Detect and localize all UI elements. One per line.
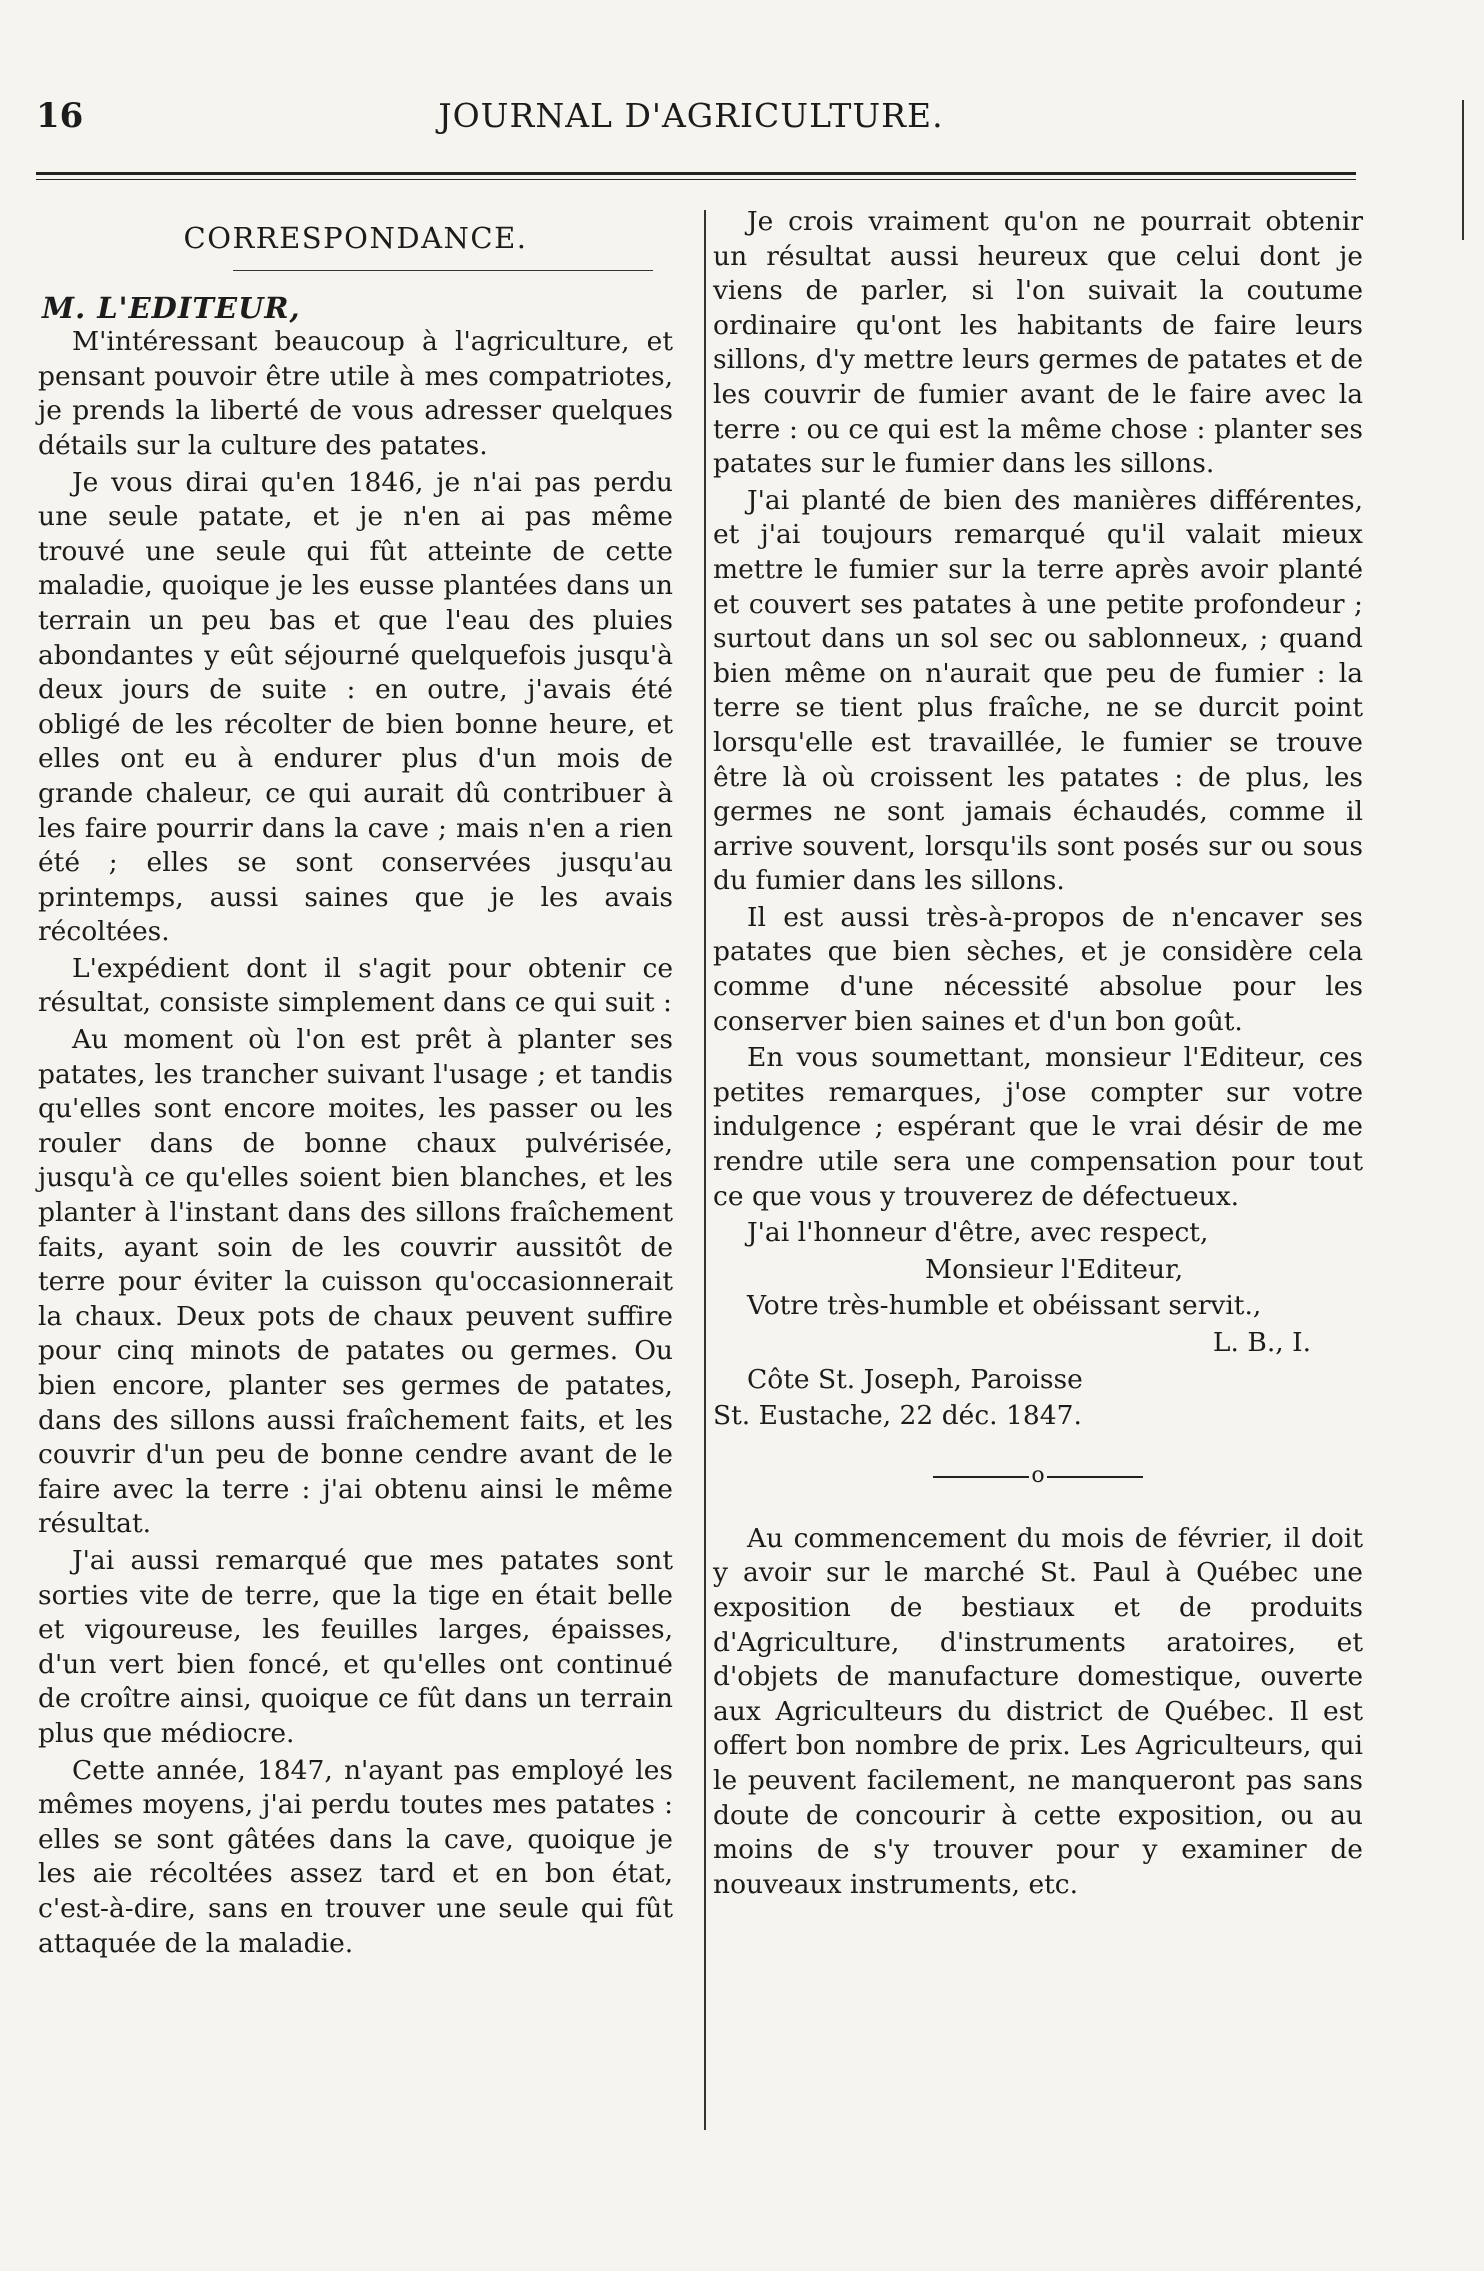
closing-line: Votre très-humble et obéissant servit.,: [747, 1290, 1262, 1322]
paragraph: Je vous dirai qu'en 1846, je n'ai pas perdu une seule patate, et je n'en ai pas même trouvé une seule qui fût atteinte de cette maladie, quoique je les eusse plantées dans un terrain un peu bas et que l'eau des pluies abondantes y eût séjourné quelquefois jusqu'à deux jours de suite : en outre, j'avais été obligé de les récolter de bien bonne heure, et elles ont eu à endurer plus d'un mois de grande chaleur, ce qui aurait dû contribuer à les faire pourrir dans la cave ; mais n'en a rien été ; elles se sont conservées jusqu'au printemps, aussi saines que je les avais récoltées.: [38, 466, 673, 948]
right-column: [713, 205, 1363, 1904]
salutation: M. L'EDITEUR,: [42, 290, 301, 325]
header-rule: [36, 172, 1356, 180]
notice-paragraph: Au commencement du mois de février, il doit y avoir sur le marché St. Paul à Québec une exposition de bestiaux et de produits d'Agriculture, d'instruments aratoires, et d'objets de manufacture domestique, ouverte aux Agriculteurs du district de Québec. Il est offert bon nombre de prix. Les Agriculteurs, qui le peuvent facilement, ne manqueront pas sans doute de concourir à cette exposition, ou au moins de s'y trouver pour y examiner de nouveaux instruments, etc.: [713, 1522, 1363, 1900]
section-ornament: [713, 1460, 1363, 1494]
place-line: Côte St. Joseph, Paroisse: [747, 1363, 1083, 1395]
paragraph: L'expédient dont il s'agit pour obtenir ce résultat, consiste simplement dans ce qui suit :: [38, 952, 673, 1019]
paragraph: M'intéressant beaucoup à l'agriculture, et pensant pouvoir être utile à mes compatriotes, je prends la liberté de vous adresser quelques détails sur la culture des patates.: [38, 326, 673, 461]
paragraph: J'ai aussi remarqué que mes patates sont sorties vite de terre, que la tige en était belle et vigoureuse, les feuilles larges, épaisses, d'un vert bien foncé, et qu'elles ont continué de croître ainsi, quoique ce fût dans un terrain plus que médiocre.: [38, 1544, 673, 1749]
running-title: JOURNAL D'AGRICULTURE.: [438, 96, 944, 135]
page-header: [36, 96, 1346, 136]
ornament-rule-right: [1047, 1476, 1143, 1478]
paragraph: En vous soumettant, monsieur l'Editeur, ces petites remarques, j'ose compter sur votre indulgence ; espérant que le vrai désir de me rendre utile sera une compensation pour tout ce que vous y trouverez de défectueux.: [713, 1042, 1363, 1212]
column-divider: [704, 210, 706, 2130]
place-date-line: St. Eustache, 22 déc. 1847.: [713, 1400, 1082, 1432]
closing-line: Monsieur l'Editeur,: [925, 1253, 1184, 1285]
paragraph: Au moment où l'on est prêt à planter ses patates, les trancher suivant l'usage ; et tandis qu'elles sont encore moites, les passer ou les rouler dans de bonne chaux pulvérisée, jusqu'à ce qu'elles soient bien blanches, et les planter à l'instant dans des sillons fraîchement faits, ayant soin de les couvrir aussitôt de terre pour éviter la cuisson qu'occasionnerait la chaux. Deux pots de chaux peuvent suffire pour cinq minots de patates ou germes. Ou bien encore, planter ses germes de patates, dans des sillons aussi fraîchement faits, et les couvrir d'un peu de bonne cendre avant de le faire avec la terre : j'ai obtenu ainsi le même résultat.: [38, 1024, 673, 1540]
paragraph: Cette année, 1847, n'ayant pas employé les mêmes moyens, j'ai perdu toutes mes patates : elles se sont gâtées dans la cave, quoique je les aie récoltées assez tard et en bon état, c'est-à-dire, sans en trouver une seule qui fût attaquée de la maladie.: [38, 1754, 673, 1959]
signature: L. B., I.: [1212, 1327, 1311, 1358]
ornament-rule-left: [933, 1476, 1029, 1478]
closing-line: J'ai l'honneur d'être, avec respect,: [747, 1217, 1209, 1249]
left-column: [38, 205, 673, 1963]
page-number: 16: [36, 96, 84, 136]
title-rule: [233, 270, 653, 271]
paragraph: J'ai planté de bien des manières différentes, et j'ai toujours remarqué qu'il valait mieux mettre le fumier sur la terre après avoir planté et couvert ses patates à une petite profondeur ; surtout dans un sol sec ou sablonneux, ; quand bien même on n'aurait que peu de fumier : la terre se tient plus fraîche, ne se durcit point lorsqu'elle est travaillée, le fumier se trouve être là où croissent les patates : de plus, les germes ne sont jamais échaudés, comme il arrive souvent, lorsqu'ils sont posés sur ou sous du fumier dans les sillons.: [713, 484, 1363, 897]
paragraph: Je crois vraiment qu'on ne pourrait obtenir un résultat aussi heureux que celui dont je viens de parler, si l'on suivait la coutume ordinaire qu'ont les habitants de faire leurs sillons, d'y mettre leurs germes de patates et de les couvrir de fumier avant de le faire avec la terre : ou ce qui est la même chose : planter ses patates sur le fumier dans les sillons.: [713, 206, 1363, 480]
section-title: CORRESPONDANCE.: [183, 221, 528, 255]
page-edge-mark: [1462, 100, 1464, 240]
paragraph: Il est aussi très-à-propos de n'encaver ses patates que bien sèches, et je considère cela comme d'une nécessité absolue pour les conserver bien saines et d'un bon goût.: [713, 901, 1363, 1037]
ornament-glyph: o: [1031, 1463, 1045, 1489]
